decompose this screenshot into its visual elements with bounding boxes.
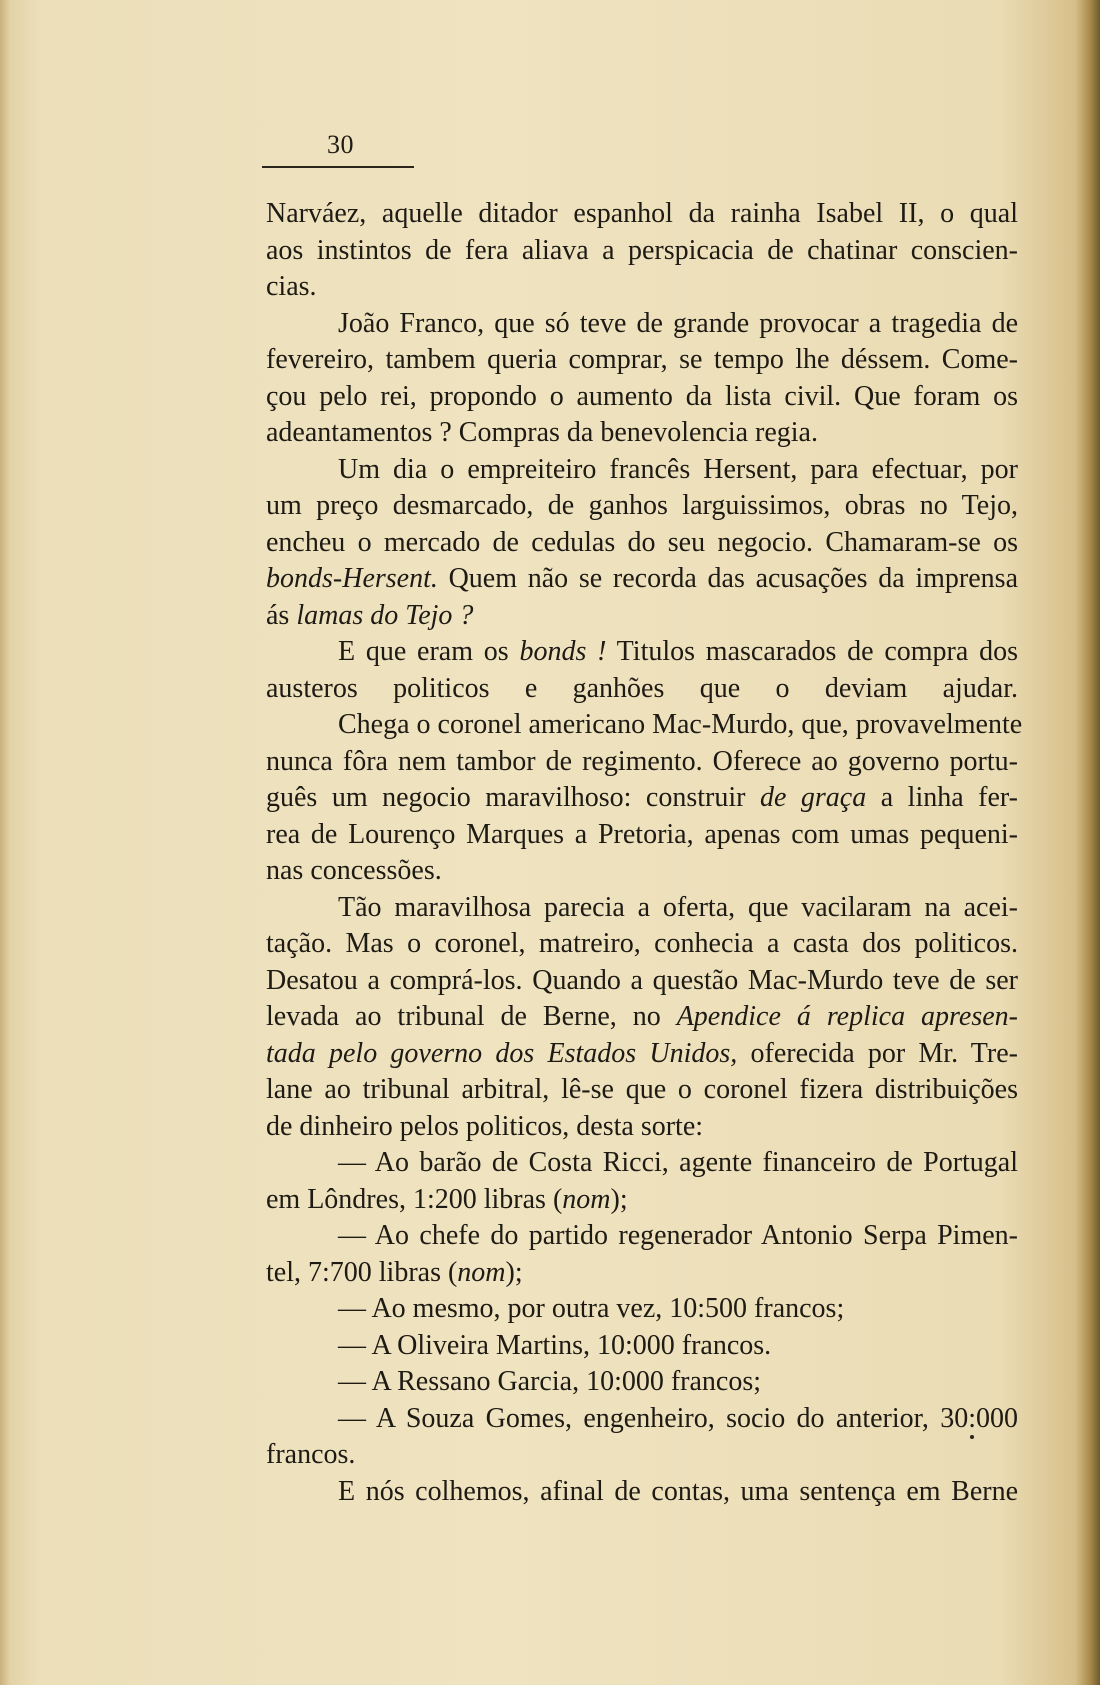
text-line [266, 780, 1018, 817]
text-segment: Narváez, aquelle ditador espanhol da rainha Isabel II, o qual [266, 198, 1018, 229]
text-segment: lane ao tribunal arbitral, lê-se que o coronel fizera distribuições [266, 1074, 1018, 1105]
text-segment: cias. [266, 271, 317, 302]
text-line [266, 926, 1018, 963]
text-segment: a linha fer- [866, 782, 1018, 813]
text-segment: — A Oliveira Martins, 10:000 francos. [338, 1329, 772, 1361]
text-segment: aos instintos de fera aliava a perspicacia de chatinar conscien- [266, 234, 1018, 266]
text-segment: nunca fôra nem tambor de regimento. Oferece ao governo portu- [266, 745, 1018, 777]
text-line [266, 1364, 1018, 1401]
text-segment: Quem não se recorda das acusações da imprensa [437, 563, 1018, 594]
text-segment: — A Ressano Garcia, 10:000 francos; [338, 1366, 762, 1397]
text-segment: ); [505, 1256, 523, 1288]
text-line [266, 1401, 1018, 1438]
text-line [266, 1255, 1018, 1292]
text-segment: oferecida por Mr. Tre- [737, 1037, 1018, 1069]
text-line [266, 1072, 1018, 1109]
text-segment: rea de Lourenço Marques a Pretoria, apenas com umas pequeni- [266, 818, 1018, 850]
text-line [266, 488, 1018, 525]
text-line [266, 379, 1018, 416]
text-segment: levada ao tribunal de Berne, no [266, 1001, 677, 1032]
text-segment: austeros politicos e ganhões que o deviam ajudar. [266, 672, 1018, 704]
text-line [266, 1437, 1018, 1474]
text-line [266, 853, 1018, 890]
text-line [266, 452, 1018, 489]
text-segment: Desatou a comprá-los. Quando a questão Mac-Murdo teve de ser [266, 964, 1018, 996]
ink-speck [970, 1435, 974, 1439]
text-line [266, 671, 1018, 708]
text-segment: um preço desmarcado, de ganhos larguissimos, obras no Tejo, [266, 490, 1018, 521]
text-segment: ás [266, 599, 297, 631]
italic-text: bonds ! [519, 636, 607, 667]
italic-text: lamas do Tejo ? [296, 599, 474, 631]
text-segment: Tão maravilhosa parecia a oferta, que vacilaram na acei- [338, 891, 1018, 923]
text-segment: — Ao barão de Costa Ricci, agente financeiro de Portugal [338, 1147, 1018, 1178]
italic-text: tada pelo governo dos Estados Unidos, [266, 1037, 738, 1069]
text-line [266, 890, 1018, 927]
text-line [266, 1218, 1018, 1255]
text-segment: E nós colhemos, afinal de contas, uma sentença em Berne [338, 1475, 1018, 1507]
text-line [266, 999, 1018, 1036]
text-segment: — A Souza Gomes, engenheiro, socio do anterior, 30:000 [338, 1402, 1018, 1434]
italic-text: nom [562, 1183, 611, 1215]
text-line [266, 634, 1018, 671]
text-line [266, 1182, 1018, 1219]
text-line [266, 561, 1018, 598]
text-line [266, 525, 1018, 562]
text-segment: çou pelo rei, propondo o aumento da lista civil. Que foram os [266, 380, 1018, 412]
text-line [266, 1109, 1018, 1146]
text-line [266, 817, 1018, 854]
text-line [266, 233, 1018, 270]
text-segment: adeantamentos ? Compras da benevolencia regia. [266, 417, 818, 448]
text-segment: — Ao chefe do partido regenerador Antonio Serpa Pimen- [338, 1220, 1018, 1251]
text-line [266, 269, 1018, 306]
text-line [266, 707, 1023, 744]
page-number: 30 [327, 130, 354, 159]
text-line [266, 963, 1018, 1000]
text-line [266, 342, 1018, 379]
text-segment: tel, 7:700 libras ( [266, 1256, 458, 1288]
text-line [266, 306, 1018, 343]
header-rule [262, 166, 414, 168]
text-segment: nas concessões. [266, 855, 442, 886]
italic-text: bonds-Hersent. [266, 563, 438, 594]
text-line [266, 1328, 1018, 1365]
text-segment: Chega o coronel americano Mac-Murdo, que, provavelmente [338, 709, 1023, 740]
text-segment: Titulos mascarados de compra dos [606, 636, 1018, 667]
text-segment: francos. [266, 1439, 356, 1470]
text-segment: encheu o mercado de cedulas do seu negocio. Chamaram-se os [266, 526, 1018, 558]
text-segment: Um dia o empreiteiro francês Hersent, para efectuar, por [338, 453, 1018, 485]
text-segment: guês um negocio maravilhoso: construir [266, 782, 760, 813]
italic-text: nom [457, 1256, 506, 1288]
text-line [266, 744, 1018, 781]
text-segment: — Ao mesmo, por outra vez, 10:500 francos; [338, 1293, 845, 1324]
italic-text: Apendice á replica apresen- [676, 1001, 1018, 1032]
text-segment: João Franco, que só teve de grande provocar a tragedia de [338, 307, 1018, 339]
text-line [266, 1036, 1018, 1073]
text-segment: tação. Mas o coronel, matreiro, conhecia a casta dos politicos. [266, 928, 1018, 959]
body-text [266, 196, 1023, 1510]
text-line [266, 196, 1018, 233]
text-segment: ); [610, 1183, 628, 1215]
text-line [266, 1291, 1018, 1328]
text-line [266, 415, 1018, 452]
text-segment: em Lôndres, 1:200 libras ( [266, 1183, 563, 1215]
text-segment: E que eram os [338, 636, 520, 667]
text-line [266, 1474, 1018, 1511]
text-segment: fevereiro, tambem queria comprar, se tempo lhe déssem. Come- [266, 344, 1018, 375]
text-line [266, 598, 1018, 635]
text-line [266, 1145, 1018, 1182]
text-segment: de dinheiro pelos politicos, desta sorte: [266, 1110, 704, 1142]
italic-text: de graça [759, 782, 867, 813]
